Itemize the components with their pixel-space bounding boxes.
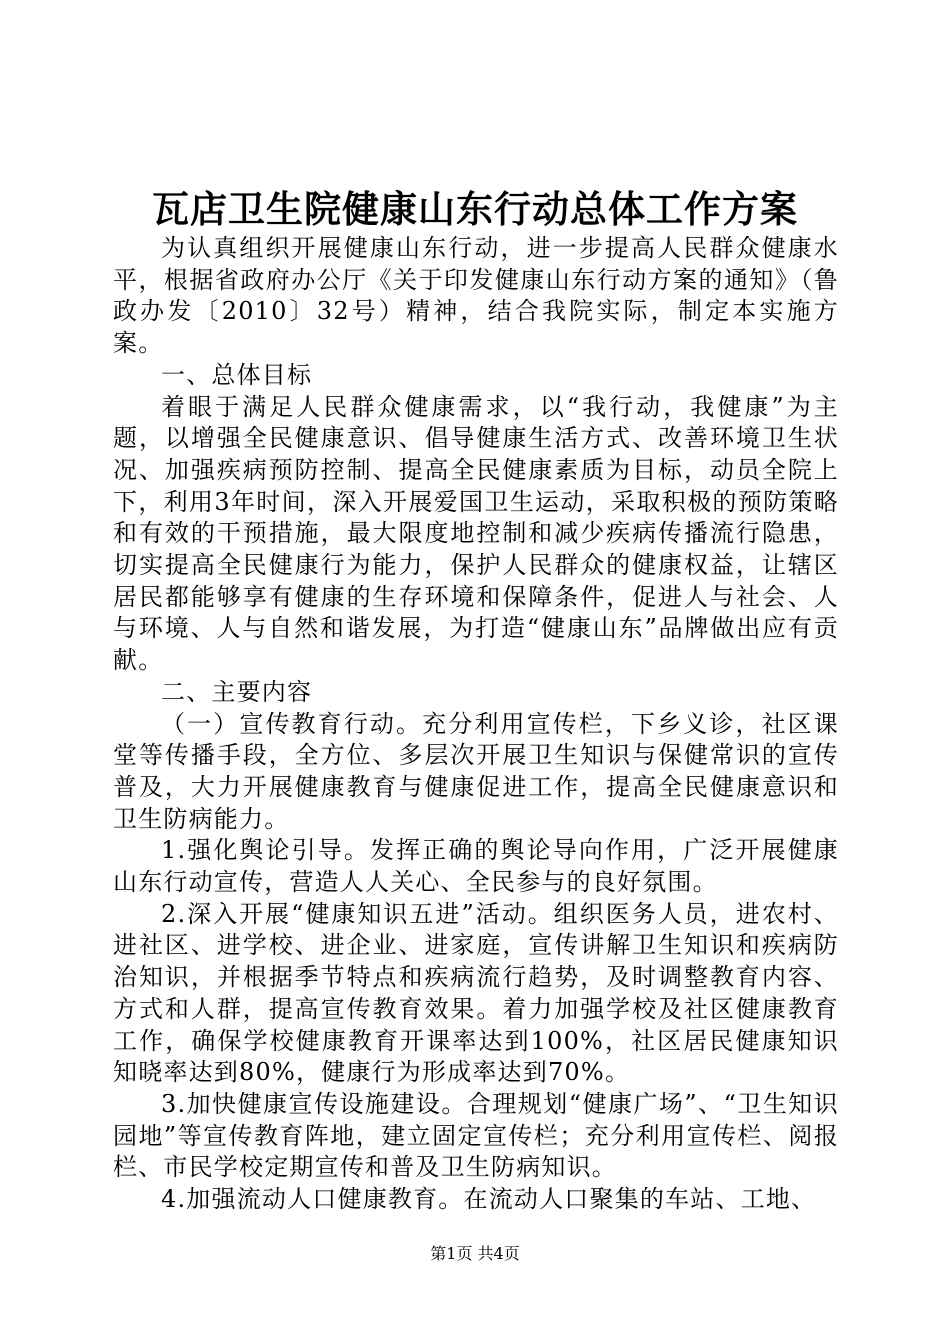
paragraph-intro: 为认真组织开展健康山东行动，进一步提高人民群众健康水平，根据省政府办公厅《关于印发健康山东行动方案的通知》（鲁政办发〔2010〕32号）精神，结合我院实际，制定本实施方案。 — [113, 234, 839, 358]
paragraph-item-3: 3.加快健康宣传设施建设。合理规划“健康广场”、“卫生知识园地”等宣传教育阵地，建立固定宣传栏；充分利用宣传栏、阅报栏、市民学校定期宣传和普及卫生防病知识。 — [113, 1089, 839, 1182]
document-body — [113, 233, 839, 1216]
section-heading-overall-goal: 一、总体目标 — [161, 360, 313, 389]
paragraph-publicity-education: （一）宣传教育行动。充分利用宣传栏，下乡义诊，社区课堂等传播手段，全方位、多层次开展卫生知识与保健常识的宣传普及，大力开展健康教育与健康促进工作，提高全民健康意识和卫生防病能力。 — [113, 709, 839, 833]
page-footer: 第1页 共4页 — [430, 1244, 520, 1263]
paragraph-item-2: 2.深入开展“健康知识五进”活动。组织医务人员，进农村、进社区、进学校、进企业、进家庭，宣传讲解卫生知识和疾病防治知识，并根据季节特点和疾病流行趋势，及时调整教育内容、方式和人群，提高宣传教育效果。着力加强学校及社区健康教育工作，确保学校健康教育开课率达到100%，社区居民健康知识知晓率达到80%，健康行为形成率达到70%。 — [113, 899, 839, 1087]
document-title: 瓦店卫生院健康山东行动总体工作方案 — [152, 187, 798, 231]
paragraph-overall-goal: 着眼于满足人民群众健康需求，以“我行动，我健康”为主题，以增强全民健康意识、倡导健康生活方式、改善环境卫生状况、加强疾病预防控制、提高全民健康素质为目标，动员全院上下，利用3年时间，深入开展爱国卫生运动，采取积极的预防策略和有效的干预措施，最大限度地控制和减少疾病传播流行隐患，切实提高全民健康行为能力，保护人民群众的健康权益，让辖区居民都能够享有健康的生存环境和保障条件，促进人与社会、人与环境、人与自然和谐发展，为打造“健康山东”品牌做出应有贡献。 — [113, 392, 839, 675]
section-heading-main-content: 二、主要内容 — [161, 677, 313, 706]
paragraph-item-4: 4.加强流动人口健康教育。在流动人口聚集的车站、工地、 — [161, 1185, 817, 1214]
paragraph-item-1: 1.强化舆论引导。发挥正确的舆论导向作用，广泛开展健康山东行动宣传，营造人人关心、全民参与的良好氛围。 — [113, 836, 839, 897]
